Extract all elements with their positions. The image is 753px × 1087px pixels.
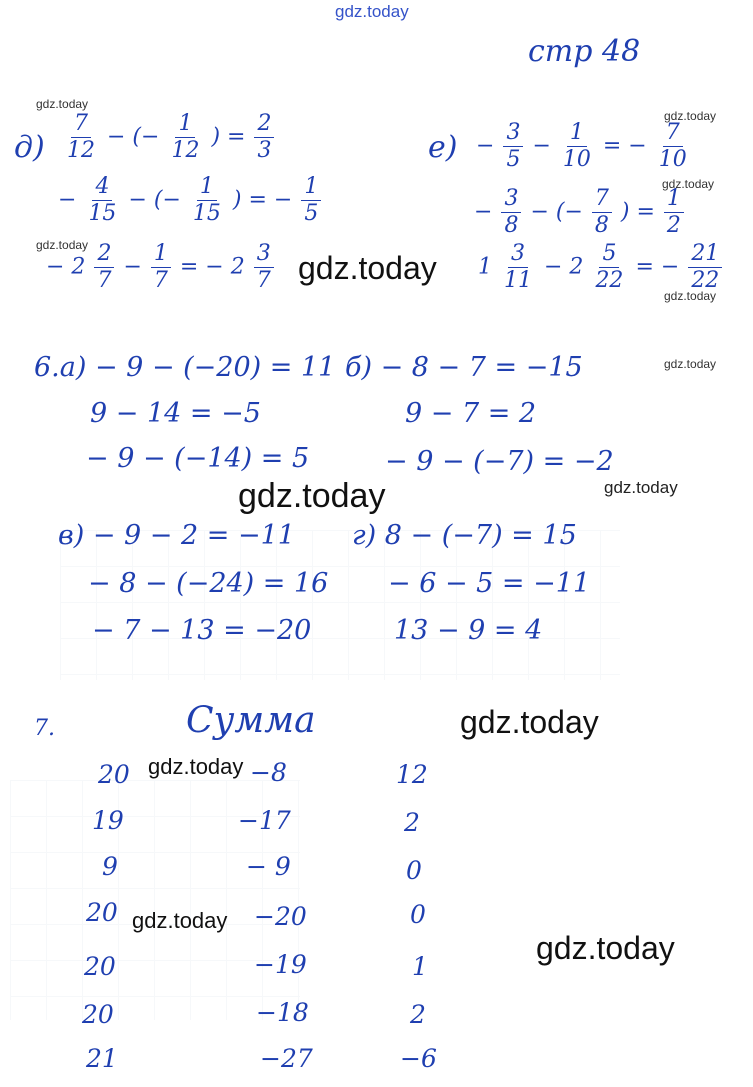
task7-col1-item: 20 xyxy=(82,1000,114,1029)
task7-col1-item: 19 xyxy=(92,806,124,835)
fraction: $\frac{7}{8}$ xyxy=(592,188,612,237)
fraction: $\frac{7}{12}$ xyxy=(67,111,95,163)
task5-d-row3: − 2 $\frac{2}{7}$ − $\frac{1}{7}$ = − 2 $\frac{3}{7}$ xyxy=(46,243,276,292)
task6-g-line1: г) 8 − (−7) = 15 xyxy=(352,520,577,551)
watermark-medium: gdz.today xyxy=(132,908,228,933)
watermark-small: gdz.today xyxy=(662,177,715,191)
task5-e-row3: 1 $\frac{3}{11}$ − 2 $\frac{5}{22}$ = − $\frac{21}{22}$ xyxy=(478,243,724,292)
task7-heading: Сумма xyxy=(186,700,316,741)
task6-a-line3: − 9 − (−14) = 5 xyxy=(86,443,310,474)
fraction: $\frac{1}{7}$ xyxy=(151,243,171,292)
fraction: $\frac{1}{10}$ xyxy=(562,120,591,172)
task6-b-line2: 9 − 7 = 2 xyxy=(405,398,537,429)
fraction: $\frac{5}{22}$ xyxy=(595,241,624,293)
task5-e-label: е) xyxy=(428,130,458,165)
watermark-small: gdz.today xyxy=(36,97,89,111)
watermark-large: gdz.today xyxy=(536,930,675,966)
task7-col1-item: 9 xyxy=(102,852,118,881)
task5-d-row1: $\frac{7}{12}$ − (− $\frac{1}{12}$ ) = $\frac{2}{3}$ xyxy=(62,113,276,162)
task5-d-row2: − $\frac{4}{15}$ − (− $\frac{1}{15}$ ) = − $\frac{1}{5}$ xyxy=(58,176,323,225)
watermark-large: gdz.today xyxy=(298,250,437,286)
task7-col3-item: 0 xyxy=(406,856,422,885)
task6-a-line1: 6.а) − 9 − (−20) = 11 xyxy=(34,352,336,383)
task7-col2-item: −27 xyxy=(260,1044,313,1073)
watermark-small: gdz.today xyxy=(664,357,717,371)
task7-col2-item: −17 xyxy=(238,806,291,835)
fraction: $\frac{2}{3}$ xyxy=(254,113,274,162)
task7-col3-item: 2 xyxy=(404,808,420,837)
task6-b-line3: − 9 − (−7) = −2 xyxy=(385,446,614,477)
task5-e-row1: − $\frac{3}{5}$ − $\frac{1}{10}$ = − $\frac{7}{10}$ xyxy=(476,122,692,171)
watermark-medium: gdz.today xyxy=(148,754,244,779)
task6-v-line3: − 7 − 13 = −20 xyxy=(92,615,312,646)
watermark-small: gdz.today xyxy=(36,238,89,252)
fraction: $\frac{2}{7}$ xyxy=(94,243,114,292)
task7-col2-item: −18 xyxy=(256,998,309,1027)
watermark-small: gdz.today xyxy=(664,109,717,123)
task6-v-line1: в) − 9 − 2 = −11 xyxy=(58,520,295,551)
fraction: $\frac{1}{2}$ xyxy=(664,188,684,237)
fraction: $\frac{3}{11}$ xyxy=(504,241,532,293)
fraction: $\frac{21}{22}$ xyxy=(688,243,722,292)
fraction: $\frac{1}{5}$ xyxy=(301,176,321,225)
task6-a-line2: 9 − 14 = −5 xyxy=(90,398,261,429)
fraction: $\frac{3}{8}$ xyxy=(501,188,521,237)
task7-col3-item: 12 xyxy=(396,760,428,789)
task7-col3-item: 1 xyxy=(412,952,428,981)
watermark-top: gdz.today xyxy=(335,2,409,21)
task5-d-label: д) xyxy=(14,130,45,165)
task7-col1-item: 20 xyxy=(84,952,116,981)
task7-col2-item: − 9 xyxy=(246,852,291,881)
watermark-small: gdz.today xyxy=(664,289,717,303)
task7-col3-item: −6 xyxy=(400,1044,437,1073)
fraction: $\frac{1}{12}$ xyxy=(171,111,200,163)
task7-col1-item: 20 xyxy=(98,760,130,789)
task6-b-line1: б) − 8 − 7 = −15 xyxy=(345,352,583,383)
task6-g-line2: − 6 − 5 = −11 xyxy=(388,568,591,599)
watermark-large: gdz.today xyxy=(238,477,386,515)
grid-paper-background xyxy=(60,530,620,680)
fraction: $\frac{7}{10}$ xyxy=(658,120,687,172)
fraction: $\frac{1}{15}$ xyxy=(192,174,221,226)
fraction: $\frac{3}{5}$ xyxy=(503,122,523,171)
task7-col2-item: −19 xyxy=(254,950,307,979)
watermark-large: gdz.today xyxy=(460,704,599,740)
task7-col2-item: −20 xyxy=(254,902,307,931)
task7-col1-item: 21 xyxy=(86,1044,118,1073)
task7-col3-item: 0 xyxy=(410,900,426,929)
task5-e-row2: − $\frac{3}{8}$ − (− $\frac{7}{8}$ ) = $\frac{1}{2}$ xyxy=(474,188,686,237)
task7-number: 7. xyxy=(34,716,55,741)
watermark-medium: gdz.today xyxy=(604,478,678,497)
fraction: $\frac{3}{7}$ xyxy=(254,243,274,292)
page-label: стр 48 xyxy=(528,34,641,69)
task7-col3-item: 2 xyxy=(410,1000,426,1029)
task7-col1-item: 20 xyxy=(86,898,118,927)
task7-col2-item: −8 xyxy=(250,758,287,787)
task6-g-line3: 13 − 9 = 4 xyxy=(394,615,543,646)
task6-v-line2: − 8 − (−24) = 16 xyxy=(88,568,329,599)
fraction: $\frac{4}{15}$ xyxy=(88,174,117,226)
